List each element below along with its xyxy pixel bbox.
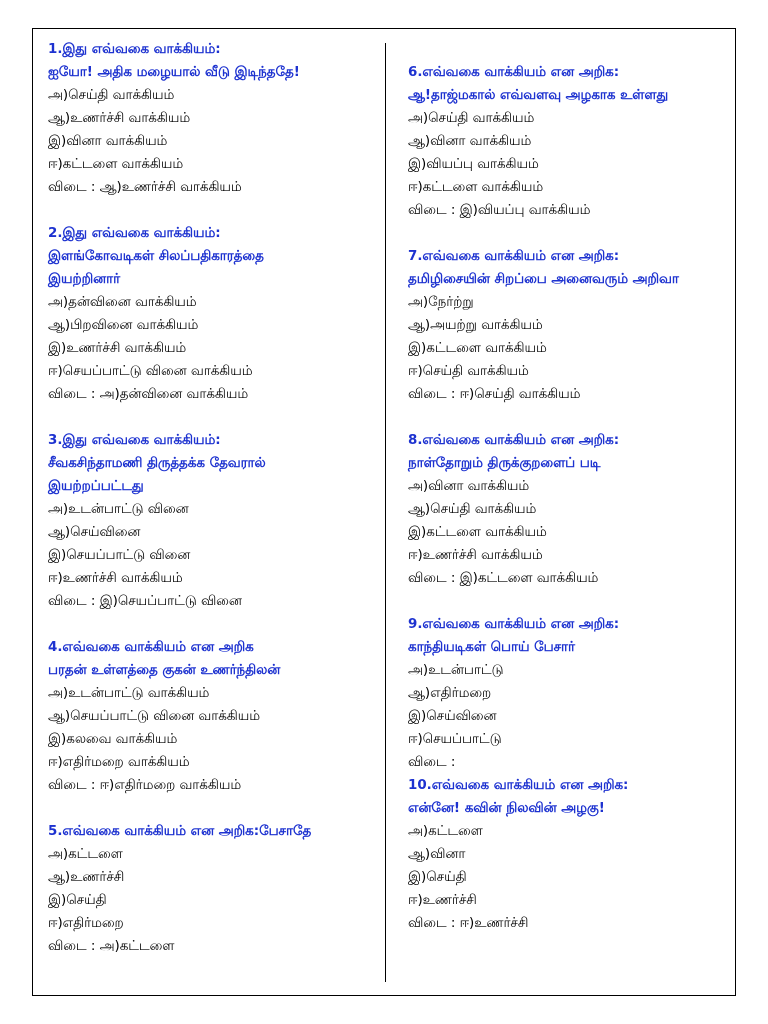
question-sentence: இளங்கோவடிகள் சிலப்பதிகாரத்தை xyxy=(48,249,264,264)
answer: விடை : xyxy=(408,755,456,770)
option-a: அ)செய்தி வாக்கியம் xyxy=(48,88,175,103)
answer: விடை : ஆ)உணர்ச்சி வாக்கியம் xyxy=(48,180,242,195)
question-sentence: என்னே! கவின் நிலவின் அழகு! xyxy=(408,801,605,816)
option-i: இ)செய்தி xyxy=(408,870,467,885)
question-sentence: ஆ!தாஜ்மகால் எவ்வளவு அழகாக உள்ளது xyxy=(408,88,669,103)
question-2 xyxy=(48,222,378,406)
option-a: அ)உடன்பாட்டு xyxy=(408,663,504,678)
question-heading: 5.எவ்வகை வாக்கியம் என அறிக:பேசாதே xyxy=(48,824,312,839)
answer: விடை : இ)கட்டளை வாக்கியம் xyxy=(408,571,599,586)
question-1 xyxy=(48,38,378,199)
question-heading: 2.இது எவ்வகை வாக்கியம்: xyxy=(48,226,221,241)
answer: விடை : ஈ)எதிர்மறை வாக்கியம் xyxy=(48,778,242,793)
option-aa: ஆ)அயற்று வாக்கியம் xyxy=(408,318,543,333)
option-aa: ஆ)செய்தி வாக்கியம் xyxy=(408,502,537,517)
option-aa: ஆ)வினா xyxy=(408,847,466,862)
option-aa: ஆ)உணர்ச்சி xyxy=(48,870,125,885)
question-sentence: பரதன் உள்ளத்தை குகன் உணர்ந்திலன் xyxy=(48,663,281,678)
question-sentence-cont: இயற்றப்பட்டது xyxy=(48,479,144,494)
option-ii: ஈ)எதிர்மறை xyxy=(48,916,124,931)
right-column xyxy=(408,38,738,935)
question-7 xyxy=(408,245,738,406)
option-a: அ)செய்தி வாக்கியம் xyxy=(408,111,535,126)
option-aa: ஆ)பிறவினை வாக்கியம் xyxy=(48,318,199,333)
option-aa: ஆ)வினா வாக்கியம் xyxy=(408,134,532,149)
option-aa: ஆ)உணர்ச்சி வாக்கியம் xyxy=(48,111,191,126)
question-sentence: ஐயோ! அதிக மழையால் வீடு இடிந்ததே! xyxy=(48,65,300,80)
question-10 xyxy=(408,774,738,935)
option-ii: ஈ)செயப்பாட்டு வினை வாக்கியம் xyxy=(48,364,253,379)
option-aa: ஆ)செய்வினை xyxy=(48,525,141,540)
answer: விடை : ஈ)உணர்ச்சி xyxy=(408,916,529,931)
question-sentence: சீவகசிந்தாமணி திருத்தக்க தேவரால் xyxy=(48,456,266,471)
question-heading: 6.எவ்வகை வாக்கியம் என அறிக: xyxy=(408,65,620,80)
option-i: இ)செய்தி xyxy=(48,893,107,908)
question-sentence: தமிழிசையின் சிறப்பை அனைவரும் அறிவா xyxy=(408,272,679,287)
answer: விடை : அ)தன்வினை வாக்கியம் xyxy=(48,387,249,402)
answer: விடை : இ)செயப்பாட்டு வினை xyxy=(48,594,242,609)
option-aa: ஆ)எதிர்மறை xyxy=(408,686,492,701)
answer: விடை : ஈ)செய்தி வாக்கியம் xyxy=(408,387,581,402)
question-9 xyxy=(408,613,738,774)
option-i: இ)வினா வாக்கியம் xyxy=(48,134,168,149)
option-a: அ)தன்வினை வாக்கியம் xyxy=(48,295,197,310)
question-3 xyxy=(48,429,378,613)
question-heading: 10.எவ்வகை வாக்கியம் என அறிக: xyxy=(408,778,629,793)
option-i: இ)செயப்பாட்டு வினை xyxy=(48,548,191,563)
left-column xyxy=(48,38,378,958)
option-ii: ஈ)உணர்ச்சி வாக்கியம் xyxy=(408,548,543,563)
question-6 xyxy=(408,61,738,222)
option-a: அ)உடன்பாட்டு வினை xyxy=(48,502,189,517)
option-ii: ஈ)எதிர்மறை வாக்கியம் xyxy=(48,755,190,770)
option-aa: ஆ)செயப்பாட்டு வினை வாக்கியம் xyxy=(48,709,261,724)
question-sentence-cont: இயற்றினார் xyxy=(48,272,121,287)
option-i: இ)செய்வினை xyxy=(408,709,497,724)
option-a: அ)கட்டளை xyxy=(408,824,483,839)
option-i: இ)கலவை வாக்கியம் xyxy=(48,732,178,747)
question-heading: 4.எவ்வகை வாக்கியம் என அறிக xyxy=(48,640,254,655)
question-5 xyxy=(48,820,378,958)
option-i: இ)உணர்ச்சி வாக்கியம் xyxy=(48,341,187,356)
option-ii: ஈ)உணர்ச்சி xyxy=(408,893,477,908)
option-a: அ)கட்டளை xyxy=(48,847,123,862)
option-ii: ஈ)உணர்ச்சி வாக்கியம் xyxy=(48,571,183,586)
question-heading: 8.எவ்வகை வாக்கியம் என அறிக: xyxy=(408,433,620,448)
option-i: இ)கட்டளை வாக்கியம் xyxy=(408,525,547,540)
question-heading: 3.இது எவ்வகை வாக்கியம்: xyxy=(48,433,221,448)
option-ii: ஈ)செயப்பாட்டு xyxy=(408,732,502,747)
option-a: அ)உடன்பாட்டு வாக்கியம் xyxy=(48,686,210,701)
column-divider xyxy=(385,43,386,982)
option-ii: ஈ)செய்தி வாக்கியம் xyxy=(408,364,529,379)
answer: விடை : அ)கட்டளை xyxy=(48,939,175,954)
option-ii: ஈ)கட்டளை வாக்கியம் xyxy=(408,180,544,195)
option-a: அ)வினா வாக்கியம் xyxy=(408,479,530,494)
option-i: இ)வியப்பு வாக்கியம் xyxy=(408,157,539,172)
option-i: இ)கட்டளை வாக்கியம் xyxy=(408,341,547,356)
option-ii: ஈ)கட்டளை வாக்கியம் xyxy=(48,157,184,172)
question-heading: 9.எவ்வகை வாக்கியம் என அறிக: xyxy=(408,617,620,632)
question-sentence: நாள்தோறும் திருக்குறளைப் படி xyxy=(408,456,601,471)
question-4 xyxy=(48,636,378,797)
question-heading: 7.எவ்வகை வாக்கியம் என அறிக: xyxy=(408,249,620,264)
question-sentence: காந்தியடிகள் பொய் பேசார் xyxy=(408,640,575,655)
answer: விடை : இ)வியப்பு வாக்கியம் xyxy=(408,203,591,218)
question-heading: 1.இது எவ்வகை வாக்கியம்: xyxy=(48,42,221,57)
option-a: அ)நேர்ற்று xyxy=(408,295,474,310)
question-8 xyxy=(408,429,738,590)
